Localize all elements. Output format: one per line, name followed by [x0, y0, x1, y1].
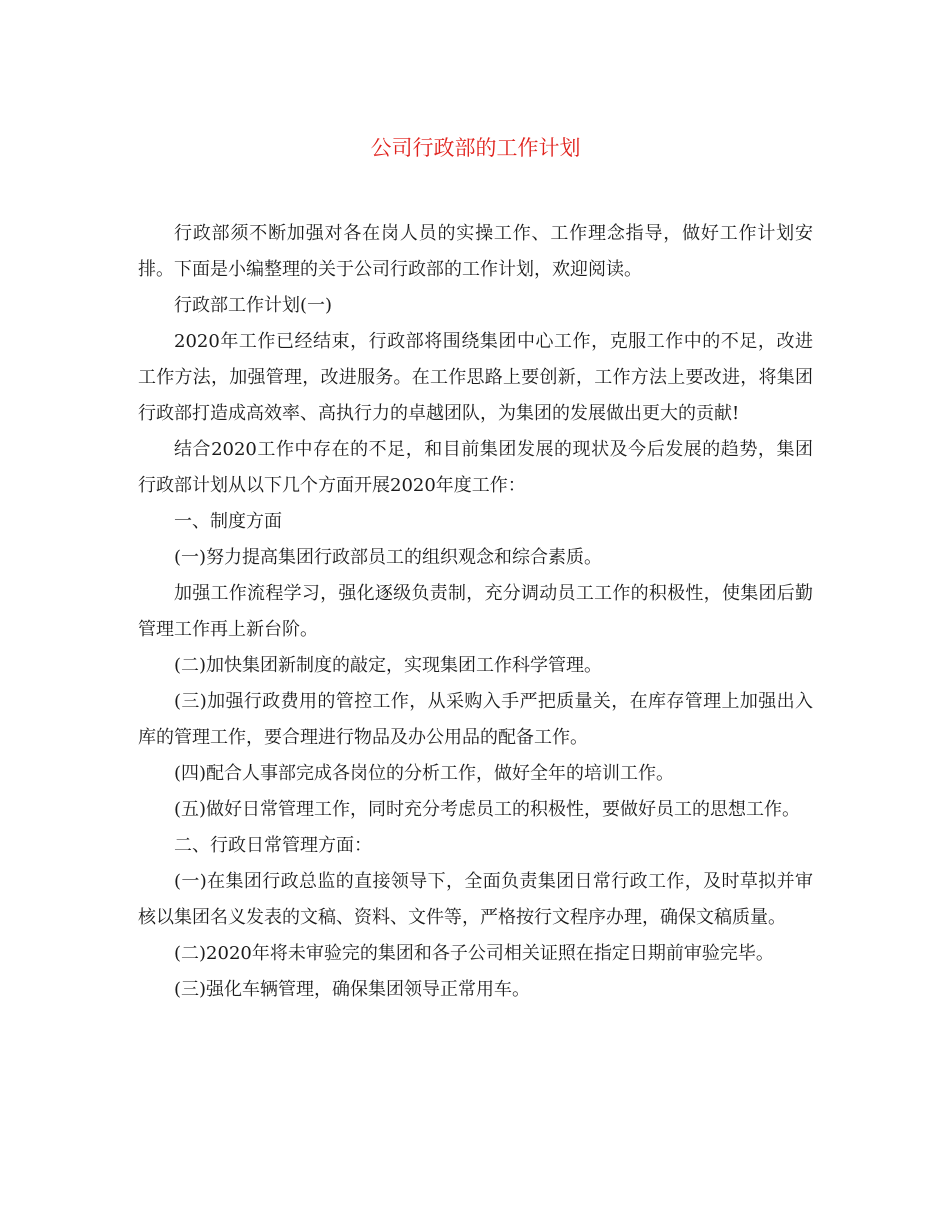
list-item-institution-1: (一)努力提高集团行政部员工的组织观念和综合素质。 — [174, 547, 603, 568]
heading-daily-management: 二、行政日常管理方面： — [174, 835, 372, 856]
list-item-daily-2: (二)2020年将未审验完的集团和各子公司相关证照在指定日期前审验完毕。 — [174, 943, 774, 964]
section-heading-plan-one: 行政部工作计划(一) — [174, 295, 333, 316]
list-item-daily-1: (一)在集团行政总监的直接领导下，全面负责集团日常行政工作，及时草拟并审核以集团名义发表的文稿、资料、文件等，严格按行文程序办理，确保文稿质量。 — [138, 871, 813, 928]
document-body — [138, 216, 813, 1008]
paragraph-plan-basis: 结合2020工作中存在的不足，和目前集团发展的现状及今后发展的趋势，集团行政部计划从以下几个方面开展2020年度工作： — [138, 439, 813, 496]
document-title: 公司行政部的工作计划 — [370, 136, 581, 160]
list-item-institution-4: (四)配合人事部完成各岗位的分析工作，做好全年的培训工作。 — [174, 763, 675, 784]
list-item-daily-3: (三)强化车辆管理，确保集团领导正常用车。 — [174, 979, 531, 1000]
list-item-institution-5: (五)做好日常管理工作，同时充分考虑员工的积极性，要做好员工的思想工作。 — [174, 799, 801, 820]
document-page — [138, 0, 813, 1230]
paragraph-intro: 行政部须不断加强对各在岗人员的实操工作、工作理念指导，做好工作计划安排。下面是小编整理的关于公司行政部的工作计划，欢迎阅读。 — [138, 223, 813, 280]
list-item-institution-3: (三)加强行政费用的管控工作，从采购入手严把质量关，在库存管理上加强出入库的管理工作，要合理进行物品及办公用品的配备工作。 — [138, 691, 813, 748]
paragraph-workflow: 加强工作流程学习，强化逐级负责制，充分调动员工工作的积极性，使集团后勤管理工作再上新台阶。 — [138, 583, 813, 640]
list-item-institution-2: (二)加快集团新制度的敲定，实现集团工作科学管理。 — [174, 655, 603, 676]
paragraph-overview: 2020年工作已经结束，行政部将围绕集团中心工作，克服工作中的不足，改进工作方法，加强管理，改进服务。在工作思路上要创新，工作方法上要改进，将集团行政部打造成高效率、高执行力的卓越团队，为集团的发展做出更大的贡献! — [138, 331, 813, 424]
heading-institution: 一、制度方面 — [174, 511, 282, 532]
